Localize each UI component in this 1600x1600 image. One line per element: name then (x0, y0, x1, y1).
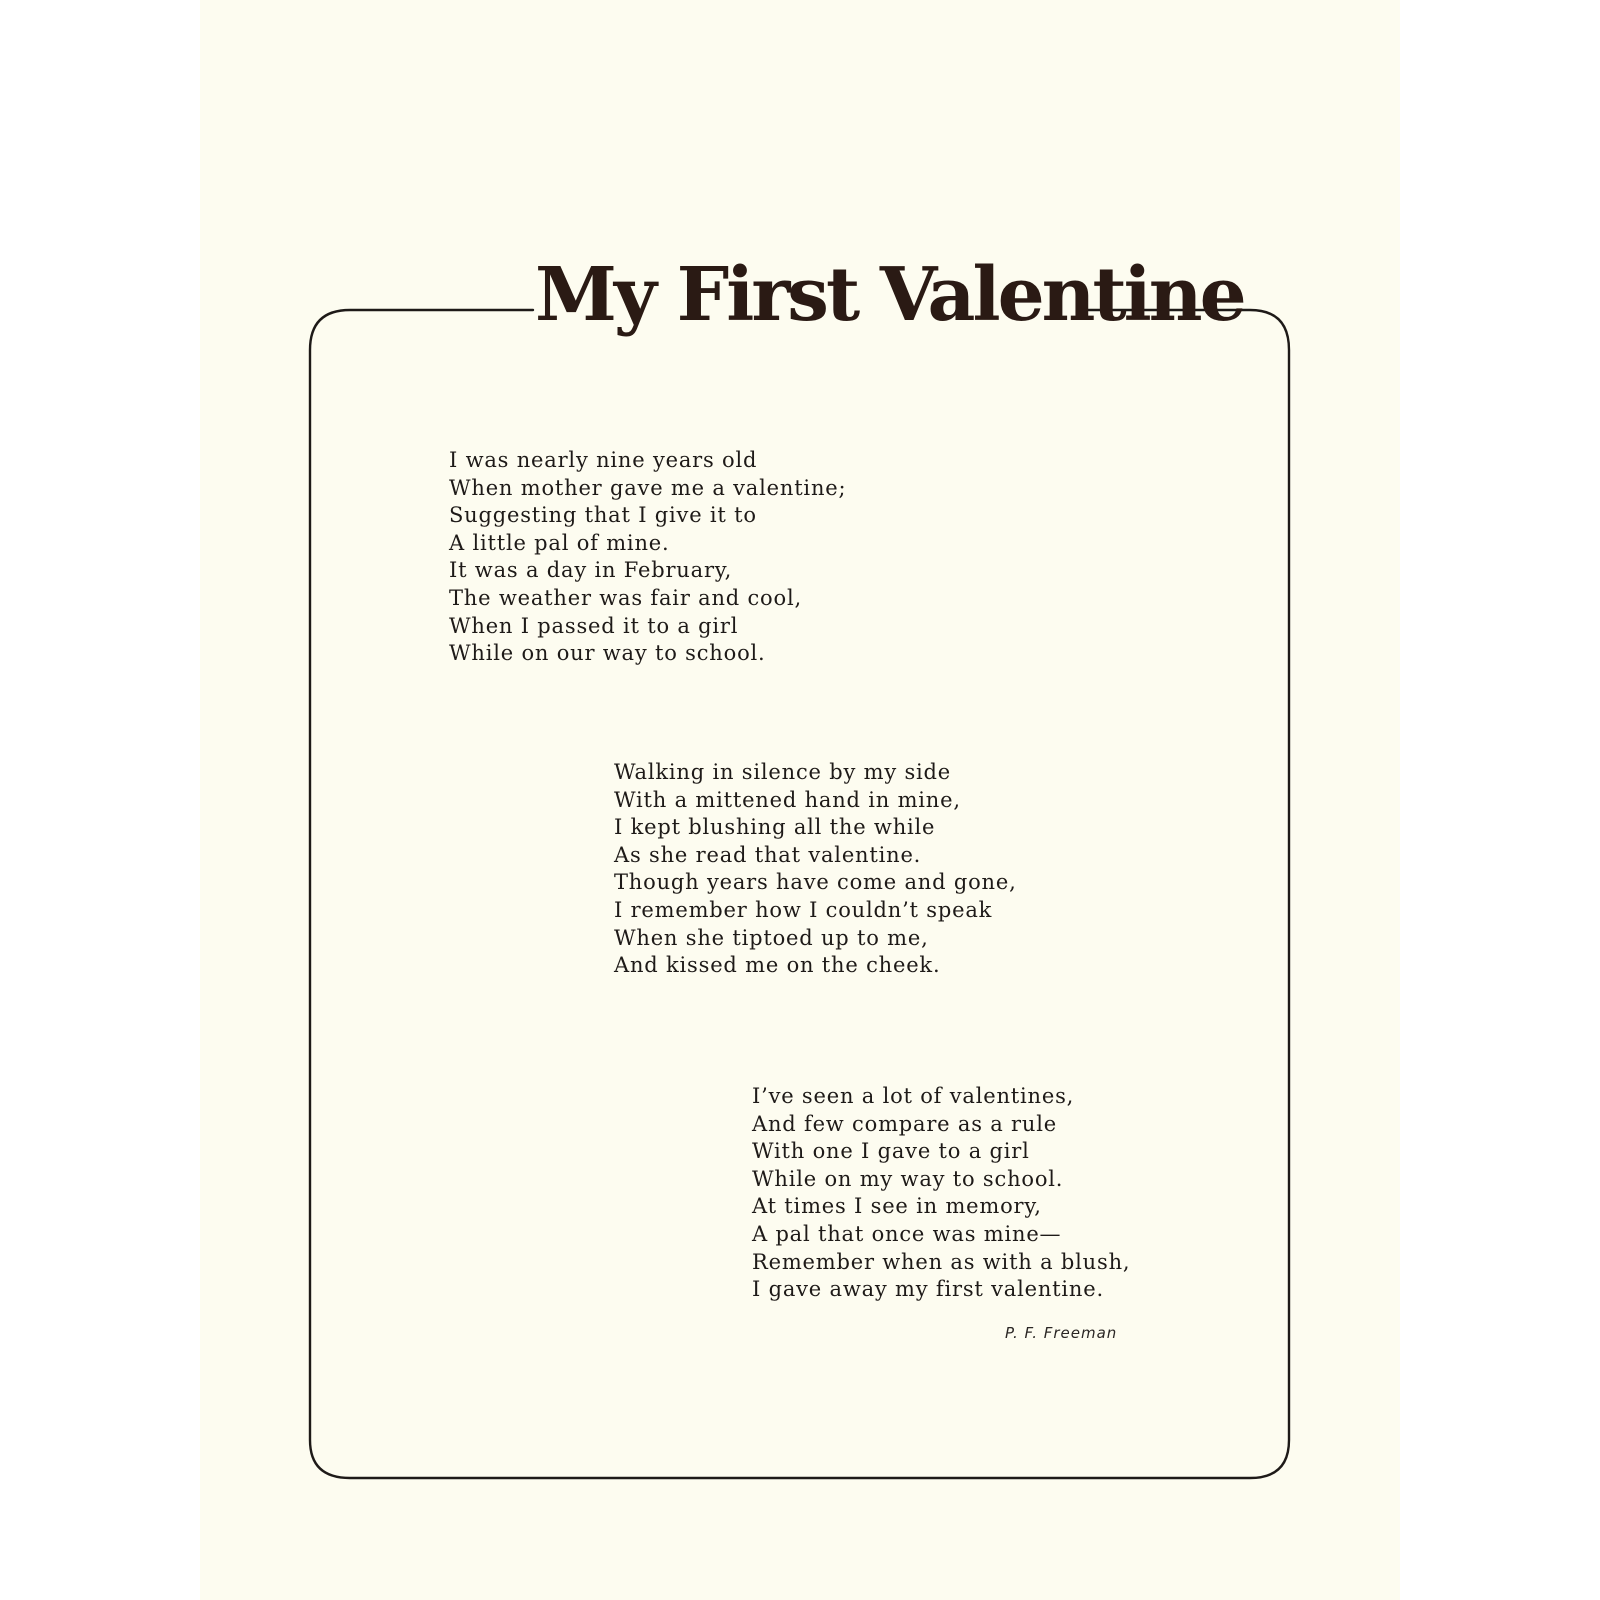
poem-line: A little pal of mine. (449, 530, 670, 555)
poem-line: With one I gave to a girl (752, 1139, 1030, 1164)
poem-line: When mother gave me a valentine; (449, 475, 847, 500)
poem-line: When I passed it to a girl (449, 613, 739, 638)
poem-line: A pal that once was mine— (752, 1221, 1062, 1246)
stanza-2 (614, 759, 1017, 980)
poem-line: While on our way to school. (449, 641, 766, 666)
poem-line: While on my way to school. (752, 1166, 1064, 1191)
poem-line: The weather was fair and cool, (449, 585, 802, 610)
author-credit: P. F. Freeman (1005, 1324, 1118, 1342)
poem-line: I was nearly nine years old (449, 448, 758, 472)
poem-line: I’ve seen a lot of valentines, (752, 1084, 1075, 1108)
poem-line: Suggesting that I give it to (449, 503, 757, 528)
poem-line: I remember how I couldn’t speak (614, 897, 993, 922)
poem-line: I kept blushing all the while (614, 815, 936, 840)
poem-line: As she read that valentine. (614, 842, 922, 867)
poem-line: With a mittened hand in mine, (614, 787, 961, 812)
poem-line: I gave away my first valentine. (752, 1277, 1104, 1302)
poem-line: Walking in silence by my side (614, 760, 952, 784)
poem-title: My First Valentine (535, 252, 1244, 338)
poem-line: It was a day in February, (449, 558, 733, 583)
stanza-1 (449, 447, 846, 668)
poem-line: Remember when as with a blush, (752, 1249, 1131, 1274)
stanza-3 (752, 1083, 1130, 1304)
poem-line: At times I see in memory, (752, 1194, 1042, 1219)
poem-line: When she tiptoed up to me, (614, 925, 929, 950)
poem-line: And kissed me on the cheek. (614, 953, 941, 978)
poem-line: Though years have come and gone, (614, 870, 1017, 895)
poem-line: And few compare as a rule (752, 1111, 1057, 1136)
